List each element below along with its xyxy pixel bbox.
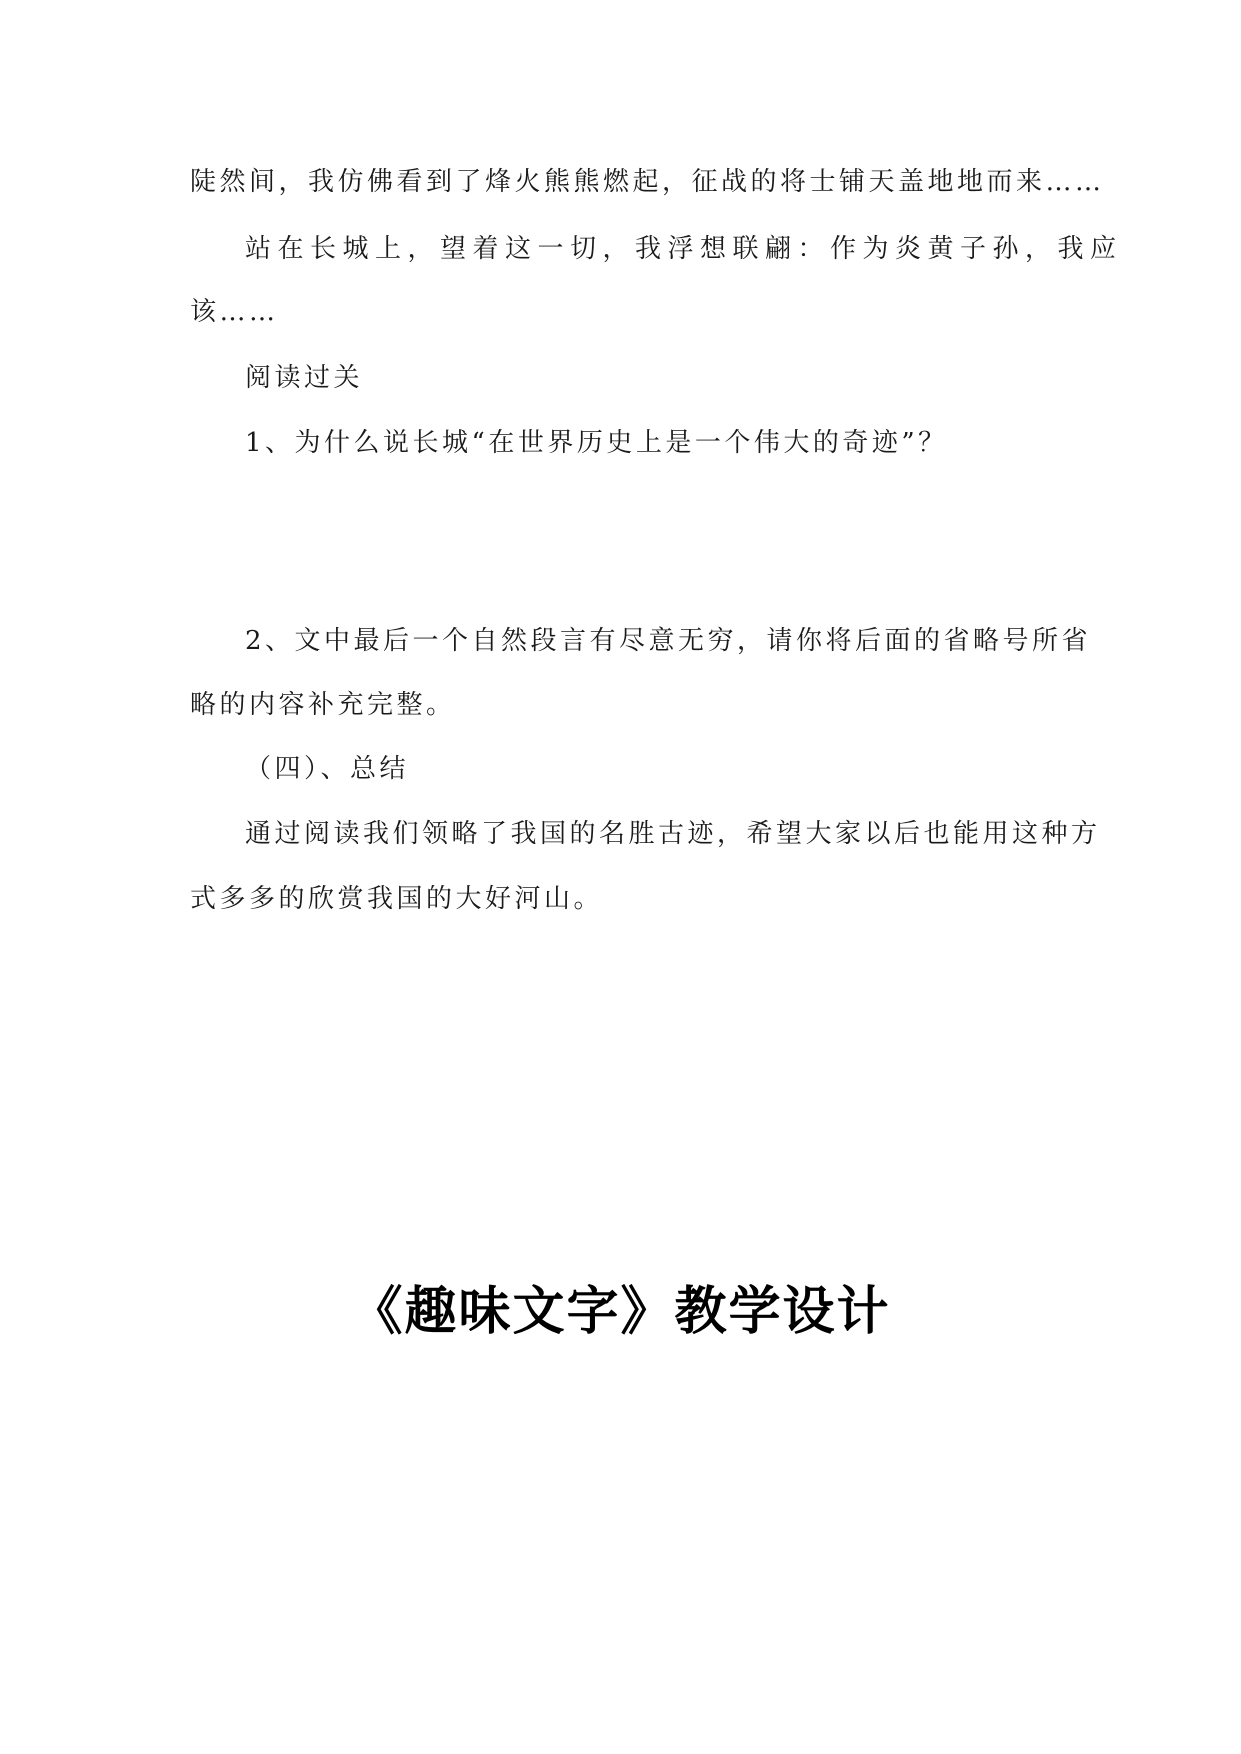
section-heading-reading: 阅读过关 <box>245 363 364 393</box>
question-2-line-1: 2、文中最后一个自然段言有尽意无穷，请你将后面的省略号所省 <box>245 626 1092 656</box>
paragraph-line-1: 陡然间，我仿佛看到了烽火熊熊燃起，征战的将士铺天盖地地而来…… <box>190 167 1105 197</box>
paragraph-line-2: 站在长城上，望着这一切，我浮想联翩：作为炎黄子孙，我应 <box>245 234 1123 264</box>
paragraph-line-3: 该…… <box>190 297 279 327</box>
next-document-title: 《趣味文字》教学设计 <box>350 1282 891 1342</box>
summary-line-1: 通过阅读我们领略了我国的名胜古迹，希望大家以后也能用这种方 <box>245 819 1101 849</box>
section-heading-summary: （四）、总结 <box>245 754 410 784</box>
question-1: 1、为什么说长城“在世界历史上是一个伟大的奇迹”？ <box>245 428 948 458</box>
question-2-line-2: 略的内容补充完整。 <box>190 690 456 720</box>
summary-line-2: 式多多的欣赏我国的大好河山。 <box>190 884 604 914</box>
